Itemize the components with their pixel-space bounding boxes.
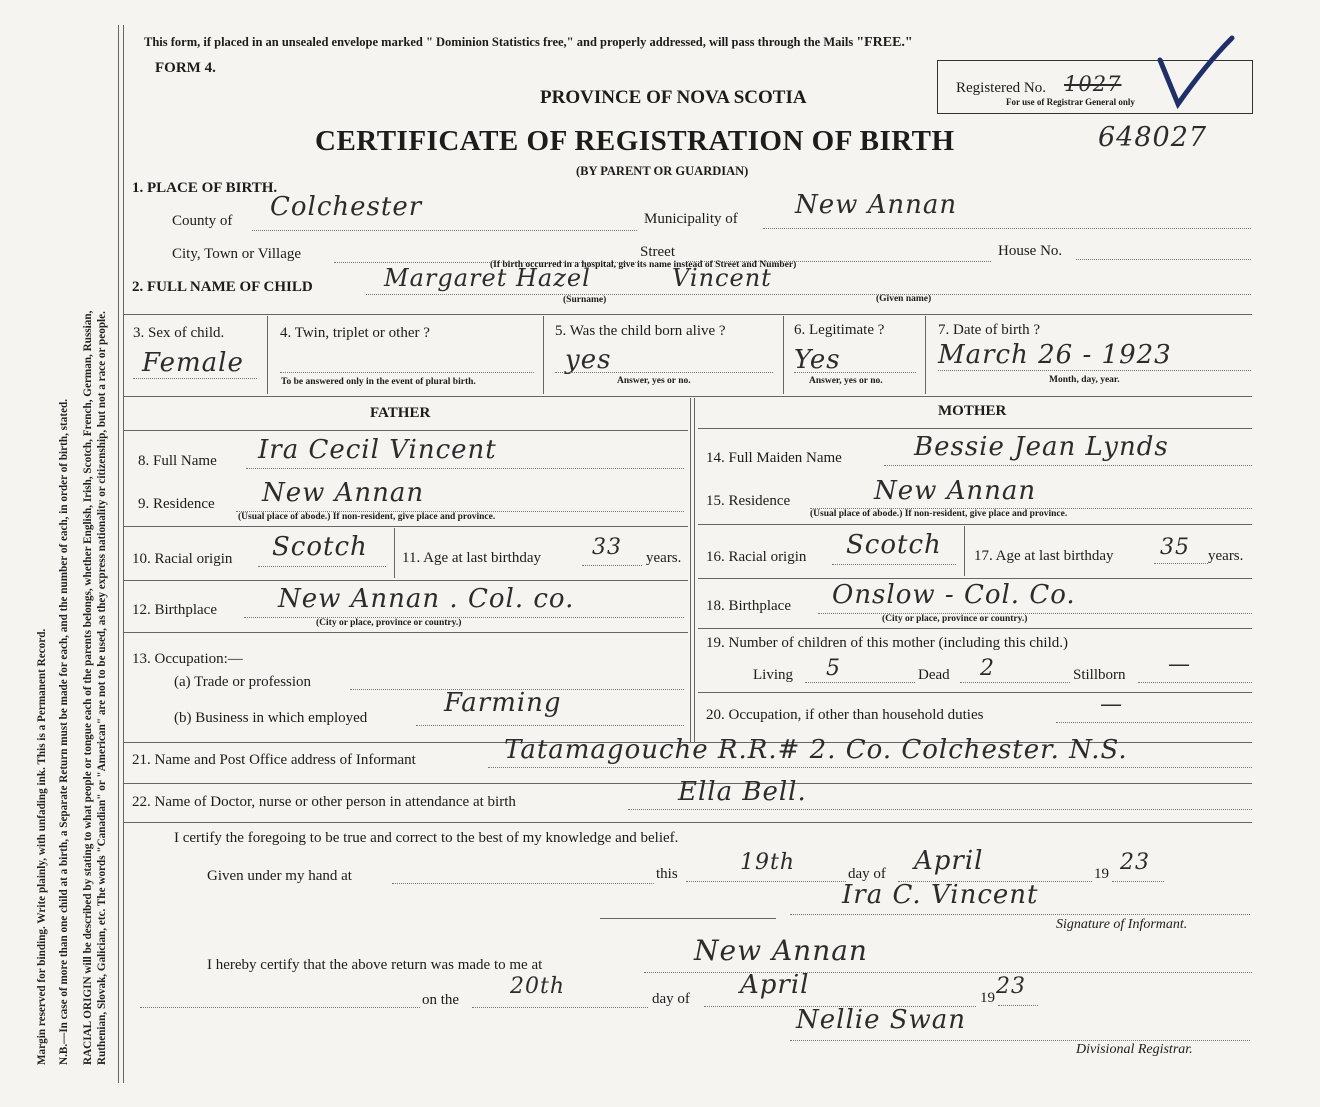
father-age-unit: years. <box>646 550 682 566</box>
province-heading: PROVINCE OF NOVA SCOTIA <box>540 87 807 108</box>
registrar-use-note: For use of Registrar General only <box>1006 97 1135 107</box>
mother-racial-value: Scotch <box>846 530 942 560</box>
this-label: this <box>656 866 678 882</box>
father-birthplace-note: (City or place, province or country.) <box>316 618 462 628</box>
mother-residence-note: (Usual place of abode.) If non-resident, give place and province. <box>810 509 1068 519</box>
hospital-note: (If birth occurred in a hospital, give its name instead of Street and Number) <box>490 260 797 270</box>
county-value: Colchester <box>270 192 423 222</box>
mother-residence-value: New Annan <box>874 476 1037 506</box>
city-label: City, Town or Village <box>172 246 302 262</box>
dead-label: Dead <box>918 667 950 683</box>
informant-signature: Ira C. Vincent <box>842 880 1039 910</box>
place-of-birth-label: 1. PLACE OF BIRTH. <box>132 180 278 196</box>
informant-signature-caption: Signature of Informant. <box>1056 917 1188 932</box>
certification-month: April <box>914 846 984 876</box>
margin-note-nationality: Ruthenian, Slovak, Galician, etc. The words "Canadian" or "American" are not to be used, as they express nationality or citizenship, but not a race or people. <box>96 311 108 1065</box>
mother-occupation-label: 20. Occupation, if other than household duties <box>706 707 984 723</box>
twin-label: 4. Twin, triplet or other ? <box>280 325 430 341</box>
mail-notice: This form, if placed in an unsealed envelope marked " Dominion Statistics free," and properly addressed, will pass through the Mails "FREE." <box>144 35 913 50</box>
father-heading: FATHER <box>370 405 431 421</box>
certificate-number: 648027 <box>1098 122 1208 153</box>
born-alive-value: yes <box>565 345 612 375</box>
mother-racial-label: 16. Racial origin <box>706 549 807 565</box>
father-birthplace-value: New Annan . Col. co. <box>278 584 575 614</box>
dead-value: 2 <box>980 656 995 681</box>
twin-note: To be answered only in the event of plural birth. <box>281 377 476 387</box>
certification-year-suffix: 23 <box>1120 850 1150 875</box>
mother-occupation-value: — <box>1100 692 1123 717</box>
date-of-birth-value: March 26 - 1923 <box>938 340 1172 370</box>
legitimate-value: Yes <box>794 345 841 375</box>
registrar-certify-statement: I hereby certify that the above return was made to me at <box>207 957 543 973</box>
certificate-subtitle: (BY PARENT OR GUARDIAN) <box>576 164 749 178</box>
municipality-label: Municipality of <box>644 211 738 227</box>
registrar-day-of-label: day of <box>652 991 690 1007</box>
registered-number-label: Registered No. <box>956 80 1046 96</box>
house-number-label: House No. <box>998 243 1063 259</box>
mother-birthplace-label: 18. Birthplace <box>706 598 791 614</box>
registrar-month: April <box>740 970 810 1000</box>
mother-children-label: 19. Number of children of this mother (including this child.) <box>706 635 1069 651</box>
father-racial-label: 10. Racial origin <box>132 551 233 567</box>
registrar-signature: Nellie Swan <box>796 1005 967 1035</box>
legitimate-label: 6. Legitimate ? <box>794 322 885 338</box>
father-residence-value: New Annan <box>262 478 425 508</box>
informant-value: Tatamagouche R.R.# 2. Co. Colchester. N.S. <box>504 735 1128 765</box>
certification-day: 19th <box>740 850 796 875</box>
surname-note: (Surname) <box>563 295 607 305</box>
father-age-value: 33 <box>592 535 622 560</box>
stillborn-value: — <box>1168 652 1191 677</box>
father-name-value: Ira Cecil Vincent <box>258 435 497 465</box>
mother-age-value: 35 <box>1160 535 1190 560</box>
mother-residence-label: 15. Residence <box>706 493 791 509</box>
legitimate-note: Answer, yes or no. <box>809 376 883 386</box>
father-residence-label: 9. Residence <box>138 496 215 512</box>
father-age-label: 11. Age at last birthday <box>402 550 541 566</box>
registrar-day: 20th <box>510 974 566 999</box>
date-of-birth-label: 7. Date of birth ? <box>938 322 1041 338</box>
municipality-value: New Annan <box>795 190 958 220</box>
sex-value: Female <box>142 348 244 378</box>
registrar-place: New Annan <box>694 934 868 967</box>
mother-age-label: 17. Age at last birthday <box>974 548 1114 564</box>
living-label: Living <box>753 667 793 683</box>
certify-statement: I certify the foregoing to be true and correct to the best of my knowledge and belief. <box>174 830 679 846</box>
margin-rule-inner <box>123 25 124 1083</box>
margin-note-racial-origin: RACIAL ORIGIN will be described by stating to what people or tongue each of the parents belongs, whether English, Irish, Scotch, French, German, Russian, <box>82 310 94 1065</box>
father-business-label: (b) Business in which employed <box>174 710 368 726</box>
living-value: 5 <box>826 656 841 681</box>
certification-year-prefix: 19 <box>1094 866 1109 882</box>
informant-label: 21. Name and Post Office address of Informant <box>132 752 416 768</box>
margin-note-binding: Margin reserved for binding. Write plainly, with unfading ink. This is a Permanent Record. <box>36 628 48 1065</box>
father-business-value: Farming <box>444 688 562 718</box>
mother-heading: MOTHER <box>938 403 1007 419</box>
registrar-signature-caption: Divisional Registrar. <box>1076 1042 1193 1057</box>
father-name-label: 8. Full Name <box>138 453 217 469</box>
sex-label: 3. Sex of child. <box>133 325 225 341</box>
mother-name-label: 14. Full Maiden Name <box>706 450 842 466</box>
doctor-value: Ella Bell. <box>678 777 807 807</box>
mother-birthplace-note: (City or place, province or country.) <box>882 614 1028 624</box>
certification-day-of-label: day of <box>848 866 886 882</box>
born-alive-note: Answer, yes or no. <box>617 376 691 386</box>
doctor-label: 22. Name of Doctor, nurse or other person in attendance at birth <box>132 794 516 810</box>
child-name-label: 2. FULL NAME OF CHILD <box>132 279 313 295</box>
father-birthplace-label: 12. Birthplace <box>132 602 217 618</box>
father-trade-label: (a) Trade or profession <box>174 674 312 690</box>
stillborn-label: Stillborn <box>1073 667 1126 683</box>
check-mark-icon <box>1150 32 1240 112</box>
mother-age-unit: years. <box>1208 548 1244 564</box>
father-racial-value: Scotch <box>272 532 368 562</box>
registrar-on-the-label: on the <box>422 992 460 1008</box>
form-number: FORM 4. <box>155 60 216 76</box>
child-surname: Vincent <box>672 264 772 292</box>
date-of-birth-note: Month, day, year. <box>1049 375 1120 385</box>
mother-birthplace-value: Onslow - Col. Co. <box>832 580 1076 610</box>
given-under-label: Given under my hand at <box>207 868 352 884</box>
child-given-name: Margaret Hazel <box>384 264 591 292</box>
father-occupation-label: 13. Occupation:— <box>132 651 243 667</box>
certificate-title: CERTIFICATE OF REGISTRATION OF BIRTH <box>315 125 955 157</box>
street-label: Street <box>640 244 675 260</box>
born-alive-label: 5. Was the child born alive ? <box>555 323 726 339</box>
registrar-year-prefix: 19 <box>980 990 995 1006</box>
county-label: County of <box>172 213 233 229</box>
margin-rule-outer <box>118 25 119 1083</box>
given-name-note: (Given name) <box>876 294 932 304</box>
mother-name-value: Bessie Jean Lynds <box>914 432 1169 462</box>
registered-number-value: 1027 <box>1064 72 1122 96</box>
father-residence-note: (Usual place of abode.) If non-resident, give place and province. <box>238 512 496 522</box>
margin-note-multiple-births: N.B.—In case of more than one child at a birth, a Separate Return must be made for each, and the number of each, in order of birth, stated. <box>58 398 70 1065</box>
registrar-year-suffix: 23 <box>996 974 1026 999</box>
